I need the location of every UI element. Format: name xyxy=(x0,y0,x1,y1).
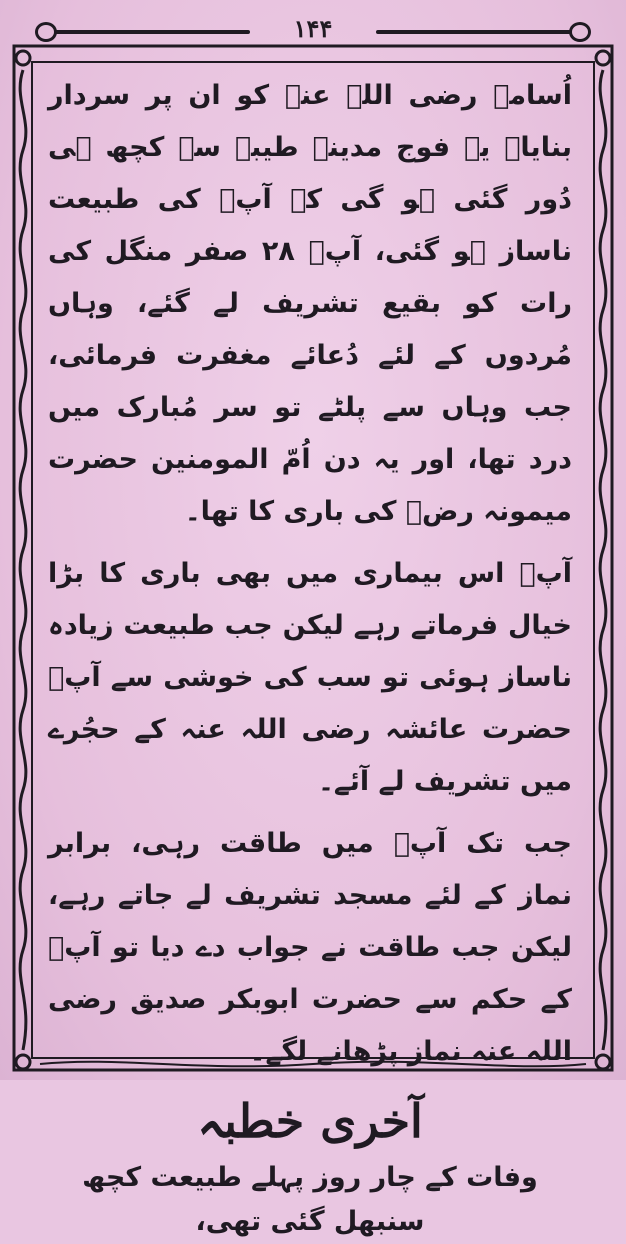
closing-line: وفات کے چار روز پہلے طبیعت کچھ سنبھل گئی تھی، xyxy=(82,1162,538,1237)
corner-rosette-icon xyxy=(596,1055,610,1069)
left-vine-ornament-icon xyxy=(20,70,26,1050)
paragraph-1: اُسامہ رضی اللہ عنہ کو ان پر سردار بنایا۔ یہ فوج مدینہ طیبہ سے کچھ ہی دُور گئی ہو گی کہ آپؐ کی طبیعت ناساز ہو گئی، آپؐ ۲۸ صفر منگل کی رات کو بقیع تشریف لے گئے، وہاں مُردوں کے لئے دُعائے مغفرت فرمائی، جب وہاں سے پلٹے تو سر مُبارک میں درد تھا، اور یہ دن اُمّ المومنین حضرت میمونہ رضؓ کی باری کا تھا۔ xyxy=(48,80,572,527)
paragraph-2: آپؐ اس بیماری میں بھی باری کا بڑا خیال فرماتے رہے لیکن جب طبیعت زیادہ ناساز ہوئی تو سب کی خوشی سے آپؐ حضرت عائشہ رضی اللہ عنہ کے حجُرے میں تشریف لے آئے۔ xyxy=(48,558,572,797)
page-number: ۱۴۴ xyxy=(293,14,333,43)
section-heading: آخری خطبہ xyxy=(197,1094,423,1148)
page-content xyxy=(48,70,572,1237)
right-vine-ornament-icon xyxy=(600,70,606,1050)
corner-rosette-icon xyxy=(16,1055,30,1069)
corner-rosette-icon xyxy=(596,51,610,65)
corner-rosette-icon xyxy=(16,51,30,65)
paragraph-3: جب تک آپؐ میں طاقت رہی، برابر نماز کے لئے مسجد تشریف لے جاتے رہے، لیکن جب طاقت نے جواب دے دیا تو آپؐ کے حکم سے حضرت ابوبکر صدیق رضی اللہ عنہ نماز پڑھانے لگے۔ xyxy=(48,828,572,1067)
